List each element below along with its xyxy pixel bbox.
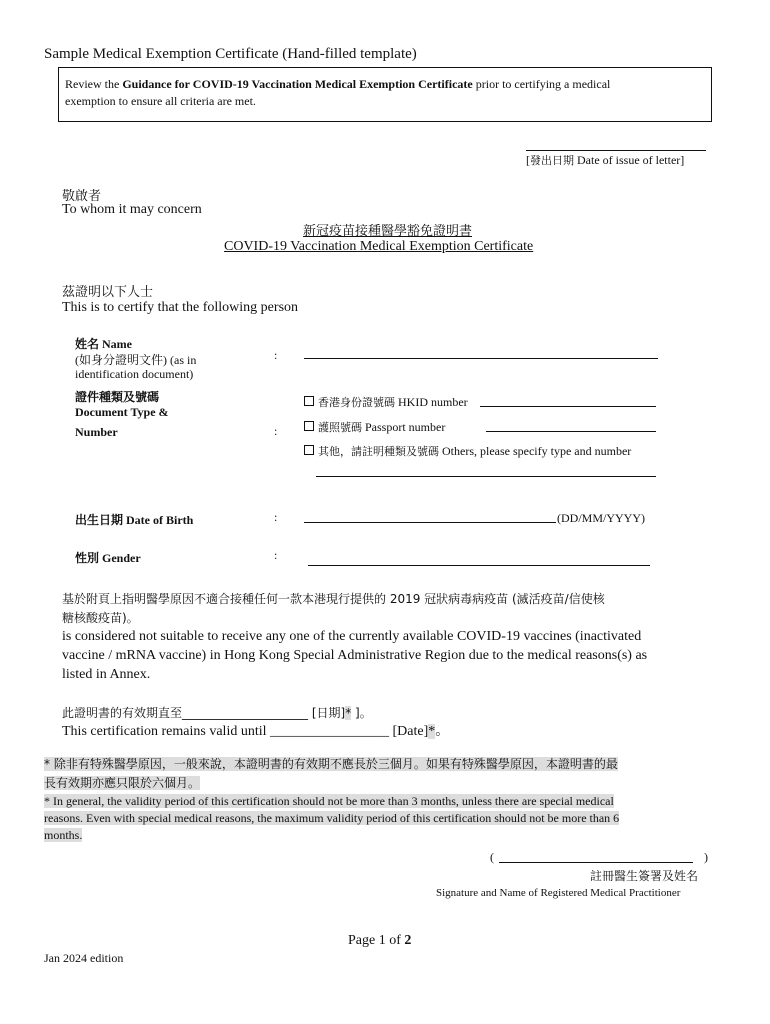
name-note-line-2: identification document) <box>75 367 194 381</box>
gender-colon: : <box>274 548 278 562</box>
footnote-zh-line-2: 長有效期亦應只限於六個月。 <box>44 776 201 790</box>
notice-box <box>58 67 712 122</box>
reason-en-line-2: vaccine / mRNA vaccine) in Hong Kong Special Administrative Region due to the medical reasons(s) as <box>62 648 648 663</box>
signature-close-paren: ) <box>704 850 708 864</box>
notice-line-2: exemption to ensure all criteria are met. <box>65 94 256 108</box>
signature-open-paren: ( <box>490 850 494 864</box>
name-input-line[interactable] <box>304 358 658 359</box>
salutation-zh: 敬啟者 <box>62 189 102 204</box>
others-input-line[interactable] <box>316 476 656 477</box>
validity-zh-blank[interactable]: _____________________ <box>182 706 309 720</box>
doc-type-label-zh: 證件種類及號碼 <box>75 390 160 404</box>
doc-type-label-en-2: Number <box>75 425 118 439</box>
reason-zh-line-1: 基於附頁上指明醫學原因不適合接種任何一款本港現行提供的 2019 冠狀病毒病疫苗 (滅活疫苗/信使核 <box>62 592 605 606</box>
edition-label: Jan 2024 edition <box>44 951 124 965</box>
signature-input-line[interactable] <box>499 862 693 863</box>
name-label: 姓名 Name <box>75 337 133 351</box>
footnote-zh-line-1: * 除非有特殊醫學原因，一般來說，本證明書的有效期不應長於三個月。如果有特殊醫學原因，本證明書的最 <box>44 757 618 771</box>
notice-line-1: Review the Guidance for COVID-19 Vaccination Medical Exemption Certificate prior to certifying a medical <box>65 77 611 91</box>
passport-input-line[interactable] <box>486 431 656 432</box>
footnote-en-line-1: * In general, the validity period of this certification should not be more than 3 months, unless there are special medical <box>44 794 614 808</box>
signature-label-en: Signature and Name of Registered Medical Practitioner <box>436 887 681 899</box>
validity-en: This certification remains valid until _________________ [Date]*。 <box>62 724 450 739</box>
certify-zh: 茲證明以下人士 <box>62 285 154 300</box>
name-note-line-1: (如身分證明文件) (as in <box>75 353 197 367</box>
option-hkid[interactable]: 香港身份證號碼 HKID number <box>304 394 468 410</box>
page-title: Sample Medical Exemption Certificate (Hand-filled template) <box>44 46 417 62</box>
page-number: Page 1 of 2 <box>348 933 412 948</box>
others-checkbox[interactable] <box>304 445 314 455</box>
doc-type-colon: : <box>274 424 278 438</box>
doc-type-label-en-1: Document Type & <box>75 405 169 419</box>
dob-label: 出生日期 Date of Birth <box>75 513 194 527</box>
salutation-en: To whom it may concern <box>62 202 202 217</box>
validity-zh: 此證明書的有效期直至_____________________ [日期]* ]。 <box>62 706 372 720</box>
reason-en-line-1: is considered not suitable to receive any one of the currently available COVID-19 vaccines (inactivated <box>62 629 642 644</box>
cert-title-en: COVID-19 Vaccination Medical Exemption Certificate <box>224 239 534 254</box>
footnote-en-line-2: reasons. Even with special medical reasons, the maximum validity period of this certification should not be more than 6 <box>44 811 620 825</box>
footnote-en-line-3: months. <box>44 828 83 842</box>
reason-zh-line-2: 糖核酸疫苗)。 <box>62 611 139 625</box>
signature-label-zh: 註冊醫生簽署及姓名 <box>590 869 699 883</box>
dob-format: (DD/MM/YYYY) <box>557 511 645 525</box>
hkid-input-line[interactable] <box>480 406 656 407</box>
cert-title-zh: 新冠疫苗接種醫學豁免證明書 <box>303 224 473 239</box>
name-colon: : <box>274 348 278 362</box>
certify-en: This is to certify that the following person <box>62 300 299 315</box>
option-others[interactable]: 其他，請註明種類及號碼 Others, please specify type and number <box>304 443 631 459</box>
dob-input-line[interactable] <box>304 522 556 523</box>
passport-checkbox[interactable] <box>304 421 314 431</box>
validity-en-blank[interactable]: _________________ <box>270 724 389 739</box>
gender-input-line[interactable] <box>308 565 650 566</box>
date-of-issue-label: [發出日期 Date of issue of letter] <box>526 153 685 167</box>
gender-label: 性別 Gender <box>75 551 141 565</box>
option-passport[interactable]: 護照號碼 Passport number <box>304 419 445 435</box>
hkid-checkbox[interactable] <box>304 396 314 406</box>
date-of-issue-line[interactable] <box>526 150 706 151</box>
reason-en-line-3: listed in Annex. <box>62 667 151 682</box>
dob-colon: : <box>274 510 278 524</box>
